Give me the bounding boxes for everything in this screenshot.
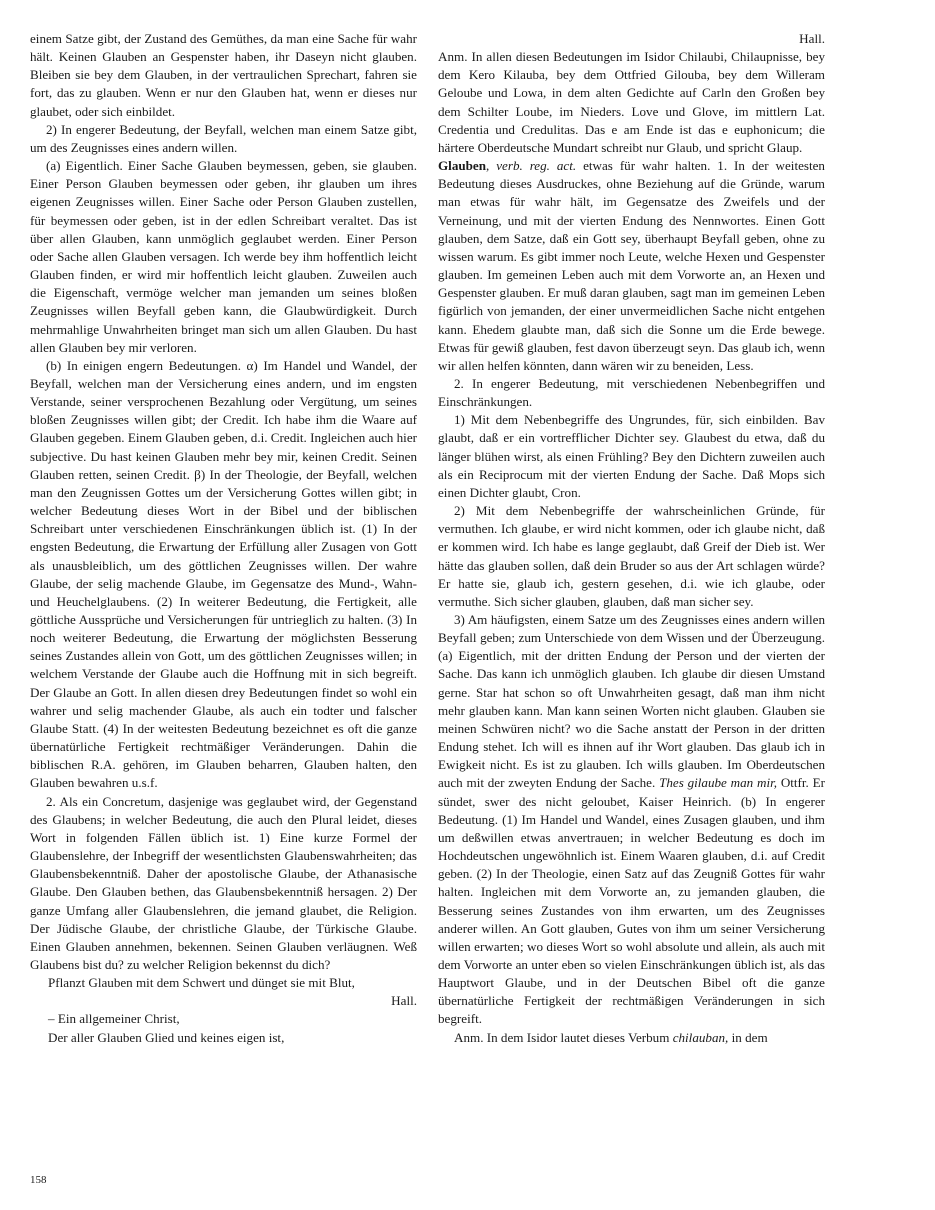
paragraph: 2. Als ein Concretum, dasjenige was geglaubet wird, der Gegenstand des Glaubens; in welcher Bedeutung, die auch den Plural leidet, dieses Wort in folgenden Fällen üblich ist. 1) Eine kurze Formel der Glaubenslehre, der Inbegriff der wesentlichsten Glaubenswahrheiten; das Glaubensbekenntniß. Daher der apostolische Glaube, der Athanasische Glaube. Den Glauben bethen, das Glaubensbekenntniß hersagen. 2) Der ganze Umfang aller Glaubenslehren, die jemand glaubet, die Religion. Der Jüdische Glaube, der christliche Glaube, der Türkische Glaube. Einen Glauben annehmen, bekennen. Seinen Glauben verläugnen. Weß Glaubens bist du? zu welcher Religion bekennst du dich? (30, 793, 417, 972)
paragraph: 2. In engerer Bedeutung, mit verschiedenen Nebenbegriffen und Einschränkungen. (438, 375, 825, 410)
paragraph (438, 611, 825, 1029)
paragraph: (b) In einigen engern Bedeutungen. α) Im Handel und Wandel, der Beyfall, welchen man der Versicherung eines andern, und im engsten Verstande, seiner versprochenen Bezahlung oder Vergütung, um seines bloßen Zeugnisses willen gibt; der Credit. Ich habe ihm die Waare auf Glauben gegeben. Einem Glauben geben, d.i. Credit. Ingleichen auch hier subjective. Du hast keinen Glauben mehr bey mir, keinen Credit. Seinen Glauben retten, seinen Credit. β) In der Theologie, der Beyfall, welchen man den Zeugnissen Gottes um der Versicherung Gottes willen gibt; in welcher Bedeutung dieses Wort in der Bibel und der biblischen Schreibart unter verschiedenen Einschränkungen üblich ist. (1) In der engsten Bedeutung, die Erwartung der Erfüllung aller Zusagen von Gott als unausbleiblich, um des göttlichen Zeugnisses willen. Der wahre Glaube, der selig machende Glaube, im Gegensatze des Mund-, Wahn- und Heuchelglaubens. (2) In weiterer Bedeutung, die Fertigkeit, alle göttliche Aussprüche und Versicherungen für untrieglich zu halten. (3) In noch weiterer Bedeutung, die Erwartung der möglichsten Besserung seines Zustandes allein von Gott, um des göttlichen Zeugnisses willen; in welchem Verstande der Glaube auch die Hoffnung mit in sich begreift. Der Glaube an Gott. In allen diesen drey Bedeutungen findet so wohl ein wahrer und selig machender Glaube, als auch ein todter und falscher Glaube Statt. (4) In der weitesten Bedeutung bezeichnet es oft die ganze übernatürliche Fertigkeit rechtmäßiger Veränderungen. Dahin die biblischen R.A. gehören, im Glauben beharren, Glauben halten, den Glauben bewahren u.s.f. (30, 357, 417, 791)
verse-attribution: Hall. (391, 993, 417, 1009)
entry-text: etwas für wahr halten. 1. In der weitesten Bedeutung dieses Ausdruckes, ohne Beziehung auf die Gründe, warum man etwas für wahr hält, im Gegensatze des Zweifels und der Verneinung, und mit der vierten Endung des Nennwortes. Einen Gott glauben, dem Satze, daß ein Gott sey, überhaupt Beyfall geben, ohne zu wissen warum. Es gibt immer noch Leute, welche Hexen und Gespenster glauben. Im gemeinen Leben auch mit dem Vorworte an, an Hexen und Gespenster glauben. Er muß daran glauben, sagt man im gemeinen Leben figürlich von jemanden, der einer unvermeidlichen Sache nicht entgehen kann. Ehedem glaubte man, daß sich die Sonne um die Erde bewege. Etwas für gewiß glauben, fest davon überzeugt seyn. Das glaub ich, wenn wir allen helfen könnten, dann wären wir zu beneiden, Less. (438, 158, 825, 373)
verse-line: Der aller Glauben Glied und keines eigen ist, (48, 1029, 285, 1045)
note-paragraph: Anm. In allen diesen Bedeutungen im Isidor Chilaubi, Chilaupnisse, bey dem Kero Kilauba, bey dem Ottfried Gilouba, bey dem Willeram Geloube und Lowa, in dem alten Gedichte auf Carln den Großen bey dem Schilter Loube, im Nieders. Love und Glove, im mittlern Lat. Credentia und Credulitas. Das e am Ende ist das e euphonicum; die härtere Oberdeutsche Mundart schreibt nur Glaub, und spricht Glaup. (438, 49, 825, 155)
paragraph: einem Satze gibt, der Zustand des Gemüthes, da man eine Sache für wahr hält. Keinen Glauben an Gespenster haben, ihr Daseyn nicht glauben. Bleiben sie bey dem Glauben, in der vertraulichen Sprechart, fahren sie fort, das zu glauben. Wenn er nur den Glauben hat, wenn er dieses nur glaubet, oder sich einbildet. (30, 31, 417, 119)
page-number: 158 (30, 1174, 47, 1186)
italic-term: chilauban, (672, 1029, 729, 1045)
entry-paragraph: Glauben, verb. reg. act. etwas für wahr halten. 1. In der weitesten Bedeutung dieses Ausdruckes, ohne Beziehung auf die Gründe, warum man etwas für wahr hält, im Gegensatze des Zweifels und der Verneinung, und mit der vierten Endung des Nennwortes. Einen Gott glauben, dem Satze, daß ein Gott sey, überhaupt Beyfall geben, ohne zu wissen warum. Es gibt immer noch Leute, welche Hexen und Gespenster glauben. Im gemeinen Leben auch mit dem Vorworte an, an Hexen und Gespenster glauben. Er muß daran glauben, sagt man im gemeinen Leben figürlich von jemanden, der einer unvermeidlichen Sache nicht entgehen kann. Ehedem glaubte man, daß sich die Sonne um die Erde bewege. Etwas für gewiß glauben, fest davon überzeugt seyn. Das glaub ich, wenn wir allen helfen könnten, dann wären wir zu beneiden, Less. (438, 158, 825, 373)
paragraph-text: Ottfr. Er sündet, swer des nicht geloubet, Kaiser Heinrich. (b) In engerer Bedeutung. (1) Im Handel und Wandel, eines Zusagen glauben, und ihm um deßwillen etwas anvertrauen; in welcher Bedeutung es doch im Hochdeutschen ungewöhnlich ist. Einem Waaren glauben, d.i. auf Credit geben. (2) In der Theologie, einen Satz auf das Zeugniß Gottes für wahr halten. Ingleichen mit dem Vorworte an, zu jemanden glauben, die Besserung seines Zustandes von ihm erwarten, um des Zeugnisses anderer willen. An Gott glauben, Gutes von ihm um seiner Versicherung willen erwarten; wo dieses Wort so wohl absolute und allein, als auch mit dem Vorworte an unter eben so vielen Einschränkungen üblich ist, als das Hauptwort Glaube, und in der Deutschen Bibel oft die ganze übernatürliche Fertigkeit der rechtmäßigen Veränderungen in sich begreift. (438, 775, 825, 1027)
paragraph: 1) Mit dem Nebenbegriffe des Ungrundes, für, sich einbilden. Bav glaubt, daß er ein vortrefflicher Dichter sey. Glaubest du etwa, daß du länger blühen wirst, als einen Frühling? Bey den Dichtern zuweilen auch als ein Reciprocum mit der vierten Endung der Sache. Daß Mops sich einen Dichter glaubt, Cron. (438, 412, 825, 500)
verse-attribution: Hall. (799, 31, 825, 46)
note-paragraph (438, 1029, 825, 1047)
quote-text: Thes gilaube man mir, (659, 775, 778, 791)
right-column (438, 30, 825, 1047)
entry-headword: Glauben (438, 158, 487, 174)
paragraph-text: in dem (731, 1029, 768, 1045)
paragraph: 2) In engerer Bedeutung, der Beyfall, welchen man einem Satze gibt, um des Zeugnisses eines andern willen. (30, 121, 417, 155)
grammar-label: verb. reg. act. (496, 158, 577, 174)
paragraph: 2) Mit dem Nebenbegriffe der wahrscheinlichen Gründe, für vermuthen. Ich glaube, er wird nicht kommen, oder ich glaube nicht, daß er kommen wird. Ich habe es lange geglaubt, daß Greif der Dieb ist. Wer hätte das glauben sollen, daß dein Bruder so aus der Art schlagen würde? Er hatte sie, glaub ich, gestern gesehen, d.i. wie ich glaube, oder vermuthe. Sich sicher glauben, glauben, daß man sicher sey. (438, 503, 825, 609)
left-column (30, 30, 417, 1047)
paragraph-text: Anm. In dem Isidor lautet dieses Verbum (454, 1029, 670, 1045)
verse-line: – Ein allgemeiner Christ, (48, 1011, 180, 1027)
paragraph: (a) Eigentlich. Einer Sache Glauben beymessen, geben, sie glauben. Einer Person Glauben beymessen oder geben, ihr glauben um ihres eigenen Zeugnisses willen. Einer Sache oder Person Glauben zustellen, für beymessen oder geben, ist in der edlen Schreibart veraltet. Das ist über allen Glauben, kann unmöglich geglaubet werden. Einer Person oder Sache allen Glauben versagen. Ich werde bey ihm hoffentlich leicht Glauben finden, er wird mir hoffentlich leicht glauben. Zuweilen auch die Eigenschaft, vermöge welcher man jemanden um seines bloßen Zeugnisses willen Beyfall geben kann, die Glaubwürdigkeit. Durch mehrmahlige Unwahrheiten bringet man sich um allen Glauben. Du hast allen Glauben bey mir verloren. (30, 158, 417, 355)
paragraph-text: 3) Am häufigsten, einem Satze um des Zeugnisses eines andern willen Beyfall geben; zum Unterschiede von dem Wissen und der Überzeugung. (a) Eigentlich, mit der dritten Endung der Person und der vierten der Sache. Das kann ich unmöglich glauben. Ich glaube dir diesen Umstand gerne. Star hat schon so oft Unwahrheiten gesagt, daß man ihm nicht mehr glauben kann. Man kann seinen Worten nicht glauben. Glauben sie meinen Schwüren nicht? wo die Sache anstatt der Person in der dritten Endung stehet. Ich will es ihnen auf ihr Wort glauben. Das glaub ich in Ewigkeit nicht. Es ist zu glauben. Ich wills glauben. Im Oberdeutschen auch mit der zweyten Endung der Sache. (438, 612, 825, 791)
verse-line: Pflanzt Glauben mit dem Schwert und dünget sie mit Blut, (48, 975, 355, 991)
